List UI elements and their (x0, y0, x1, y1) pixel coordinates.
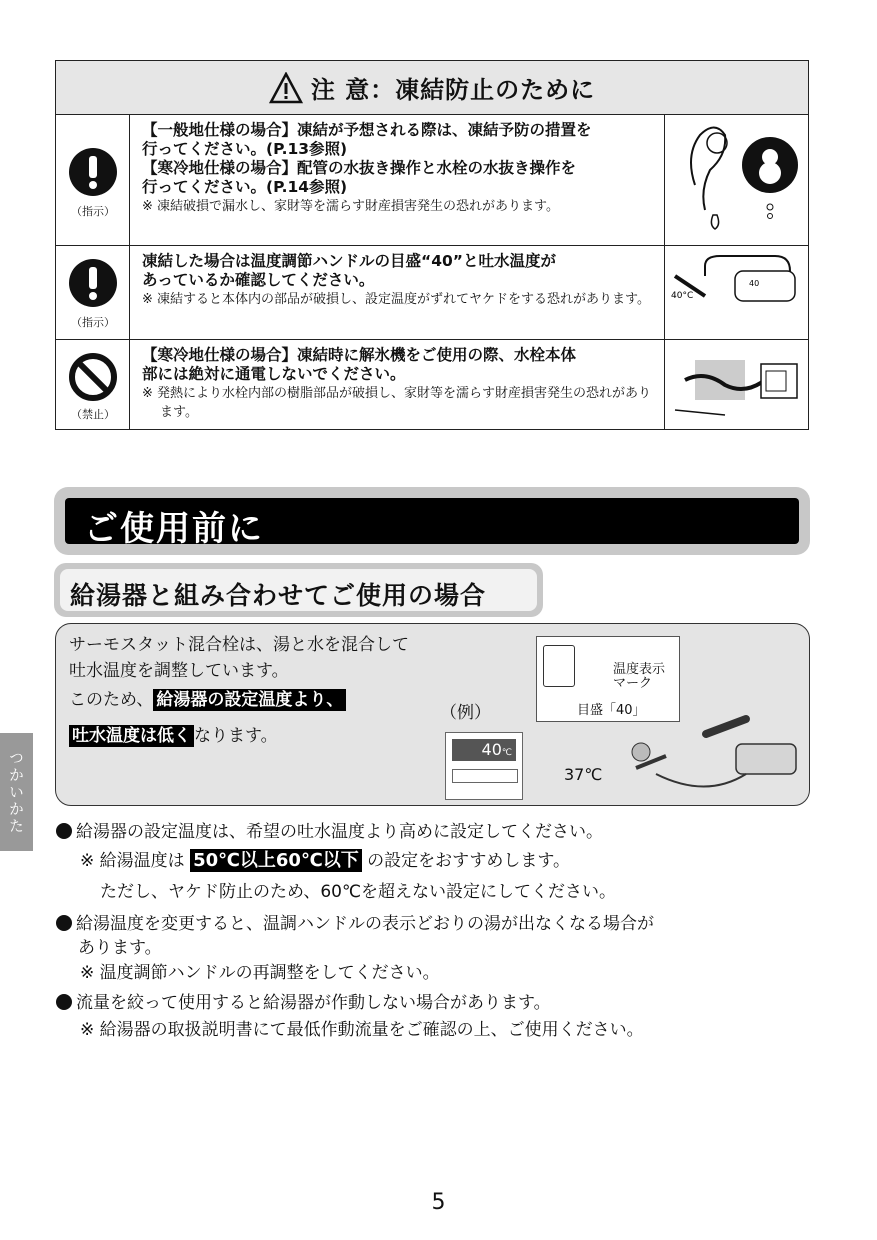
handle-closeup (543, 645, 575, 687)
highlight-text: 給湯器の設定温度より、 (153, 689, 346, 711)
deicer-illustration (665, 340, 805, 426)
prohibited-icon (68, 352, 118, 402)
example-label: （例） (440, 703, 491, 723)
caution-text: 【一般地仕様の場合】凍結が予想される際は、凍結予防の措置を (142, 121, 592, 139)
faucet-thermometer-illustration (665, 246, 805, 336)
info-line-4: 吐水温度は低く なります。 (69, 721, 278, 746)
caution-text: 【寒冷地仕様の場合】凍結時に解氷機をご使用の際、水栓本体 (142, 346, 577, 364)
caution-text: 行ってください。(P.13参照) (142, 140, 348, 158)
symbol-label: （禁止） (71, 408, 115, 421)
remote-display: 40℃ (452, 739, 516, 761)
highlight-text: 吐水温度は低く (69, 725, 194, 747)
info-line-2: 吐水温度を調整しています。 (69, 661, 289, 681)
mark-label: 温度表示 マーク (613, 662, 666, 691)
caution-row-3 (56, 340, 808, 429)
caution-note: ※ 発熱により水栓内部の樹脂部品が破損し、家財等を濡らす財産損害発生の恐れがあります。 (142, 386, 652, 420)
caution-note: ※ 凍結すると本体内の部品が破損し、設定温度がずれてヤケドをする恐れがあります。 (142, 292, 650, 307)
bullet-dot (56, 823, 72, 839)
page-number: 5 (431, 1190, 446, 1215)
remote-panel (445, 732, 523, 800)
caution-text: 凍結した場合は温度調節ハンドルの目盛“40”と吐水温度が (142, 252, 556, 270)
faucet-illustration (596, 704, 806, 804)
mandatory-icon (68, 147, 118, 197)
caution-text: 行ってください。(P.14参照) (142, 178, 348, 196)
bullet-dot (56, 915, 72, 931)
caution-row-1 (56, 115, 808, 246)
symbol-label: （指示） (71, 205, 115, 218)
subsection-header (54, 563, 543, 617)
section-header (54, 487, 810, 555)
note-line: ※ 温度調節ハンドルの再調整をしてください。 (80, 963, 440, 983)
svg-text:40: 40 (749, 279, 760, 288)
note-line: ただし、ヤケド防止のため、60℃を超えない設定にしてください。 (100, 882, 617, 902)
info-line-1: サーモスタット混合栓は、湯と水を混合して (69, 635, 409, 655)
note-recommend: ※ 給湯温度は 50℃以上60℃以下 の設定をおすすめします。 (80, 850, 570, 871)
subsection-title: 給湯器と組み合わせてご使用の場合 (70, 581, 487, 610)
info-box (55, 623, 810, 806)
scale-label: 目盛「40」 (577, 703, 646, 718)
mandatory-icon (68, 258, 118, 308)
note-line: ※ 給湯器の取扱説明書にて最低作動流量をご確認の上、ご使用ください。 (80, 1020, 644, 1040)
highlight-text: 50℃以上60℃以下 (190, 849, 362, 872)
bullet-2: 給湯温度を変更すると、温調ハンドルの表示どおりの湯が出なくなる場合が (56, 911, 654, 937)
caution-text: 部には絶対に通電しないでください。 (142, 365, 406, 383)
caution-text: あっているか確認してください。 (142, 271, 375, 289)
caution-row-2 (56, 246, 808, 340)
bullet-3: 流量を絞って使用すると給湯器が作動しない場合があります。 (56, 990, 551, 1016)
symbol-label: （指示） (71, 316, 115, 329)
shower-snowflake-illustration (665, 115, 805, 243)
caution-text: 【寒冷地仕様の場合】配管の水抜き操作と水栓の水抜き操作を (142, 159, 577, 177)
svg-text:40°C: 40°C (671, 291, 694, 301)
caution-title: 注 意：凍結防止のために (310, 76, 596, 104)
warning-icon (269, 72, 303, 104)
caution-table (55, 60, 809, 430)
caution-header (56, 61, 808, 115)
bullet-dot (56, 994, 72, 1010)
temperature-label: 37℃ (564, 765, 603, 784)
side-tab: つかいかた (0, 733, 33, 851)
remote-buttons (452, 769, 518, 783)
section-title: ご使用前に (84, 509, 264, 549)
bullet-1: 給湯器の設定温度は、希望の吐水温度より高めに設定してください。 (56, 819, 603, 845)
caution-note: ※ 凍結破損で漏水し、家財等を濡らす財産損害発生の恐れがあります。 (142, 199, 559, 214)
info-line-3: このため、 給湯器の設定温度より、 (69, 685, 346, 710)
bullet-2-cont: あります。 (78, 938, 162, 958)
